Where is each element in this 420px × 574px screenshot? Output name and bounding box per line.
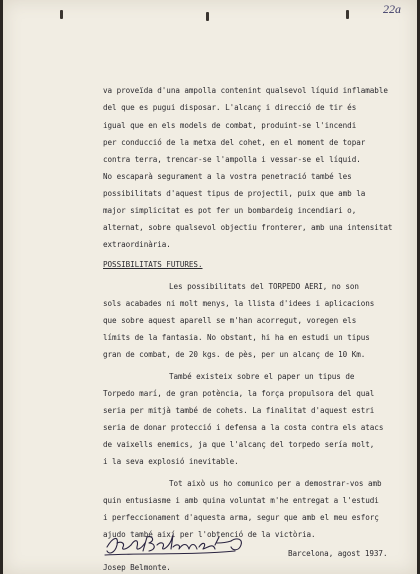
punch-hole	[346, 10, 349, 19]
handwritten-signature	[103, 531, 253, 559]
text-line: extraordinària.	[103, 240, 171, 249]
text-line: Les possibilitats del TORPEDO AERI, no son	[169, 282, 359, 291]
text-line: va proveïda d'una ampolla contenint qualsevol líquid inflamable	[103, 86, 388, 95]
signatory-name: Josep Belmonte.	[103, 563, 171, 572]
text-line: gran de combat, de 20 kgs. de pès, per un alcanç de 10 Km.	[103, 350, 366, 359]
text-line: límits de la fantasia. No obstant, hi ha en estudi un tipus	[103, 333, 370, 342]
text-line: quin entusiasme i amb quina voluntat m'he entregat a l'estudi	[103, 496, 379, 505]
text-line: per conducció de la metxa del cohet, en el moment de topar	[103, 138, 366, 147]
document-page	[3, 0, 417, 574]
text-line: seria per mitjà també de cohets. La finalitat d'aquest estri	[103, 406, 375, 415]
text-line: ajudo també així per l'obtenció de la victòria.	[103, 530, 316, 539]
text-line: de vaixells enemics, ja que l'alcanç del torpedo sería molt,	[103, 440, 375, 449]
text-line: possibilitats d'aquest tipus de projectil, puix que amb la	[103, 189, 366, 198]
page-number: 22a	[383, 2, 401, 16]
section-heading: POSSIBILITATS FUTURES.	[103, 260, 203, 269]
text-line: i perfeccionament d'aquesta arma, segur que amb el meu esforç	[103, 513, 379, 522]
text-line: del que es pugui disposar. L'alcanç i direcció de tir és	[103, 103, 357, 112]
text-line: També existeix sobre el paper un tipus de	[169, 372, 355, 381]
text-line: Tot això us ho comunico per a demostrar-vos amb	[169, 479, 382, 488]
text-line: i la seva explosió inevitable.	[103, 457, 239, 466]
text-line: contra terra, trencar-se l'ampolla i vessar-se el líquid.	[103, 155, 361, 164]
punch-hole	[60, 10, 63, 19]
text-line: que sobre aquest aparell se m'han acorregut, voregen els	[103, 316, 357, 325]
text-line: seria de donar protecció i defensa a la costa contra els atacs	[103, 423, 384, 432]
text-line: major simplicitat es pot fer un bombardeig incendiari o,	[103, 206, 357, 215]
text-line: sols acabades ni molt menys, la llista d'idees i aplicacions	[103, 299, 375, 308]
text-line: igual que en els models de combat, produint-se l'incendi	[103, 121, 357, 130]
text-line: No escaparà segurament a la vostra penetració també les	[103, 172, 352, 181]
punch-hole	[206, 12, 209, 21]
text-line: Torpedo marí, de gran potència, la força propulsora del qual	[103, 389, 375, 398]
text-line: alternat, sobre qualsevol objectiu fronterer, amb una intensitat	[103, 223, 393, 232]
place-date: Barcelona, agost 1937.	[288, 549, 388, 558]
